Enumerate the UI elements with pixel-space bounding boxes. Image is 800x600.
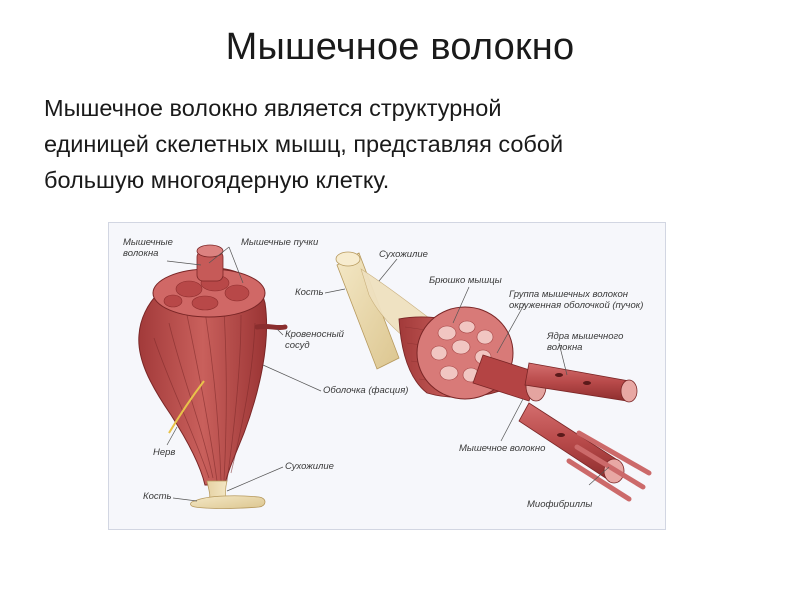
slide-paragraph (44, 90, 764, 198)
label-muscle-fiber: Мышечное волокно (459, 443, 546, 454)
label-muscle-fibers-line2: волокна (123, 248, 159, 259)
label-fiber-group (509, 289, 643, 311)
label-tendon-left: Сухожилие (285, 461, 334, 472)
label-blood-vessel-line1: Кровеносный (285, 329, 344, 340)
paragraph-line-1: Мышечное волокно является структурной (44, 95, 502, 121)
slide-title: Мышечное волокно (225, 26, 575, 68)
paragraph-line-3: большую многоядерную клетку. (44, 167, 390, 193)
label-nuclei-line2: волокна (547, 342, 583, 353)
label-nerve: Нерв (153, 447, 176, 458)
label-muscle-fibers (123, 237, 173, 259)
label-muscle-belly: Брюшко мышцы (429, 275, 502, 286)
label-bone-left: Кость (143, 491, 172, 502)
label-fiber-group-line2: окруженная оболочкой (пучок) (509, 300, 644, 311)
label-fiber-group-line1: Группа мышечных волокон (509, 289, 628, 300)
label-blood-vessel (285, 329, 344, 351)
label-nuclei-line1: Ядра мышечного (547, 331, 624, 342)
label-muscle-fibers-line1: Мышечные (123, 237, 173, 248)
muscle-anatomy-illustration (108, 222, 666, 530)
label-blood-vessel-line2: сосуд (285, 340, 310, 351)
left-muscle-group (139, 245, 285, 509)
label-myofibrils: Миофибриллы (527, 499, 593, 510)
label-bone-right: Кость (295, 287, 324, 298)
muscle-anatomy-drawing (109, 223, 666, 530)
paragraph-line-2: единицей скелетных мышц, представляя собой (44, 131, 564, 157)
label-tendon-right: Сухожилие (379, 249, 428, 260)
label-muscle-bundles: Мышечные пучки (241, 237, 319, 248)
label-sheath: Оболочка (фасция) (323, 385, 409, 396)
label-nuclei (547, 331, 623, 353)
